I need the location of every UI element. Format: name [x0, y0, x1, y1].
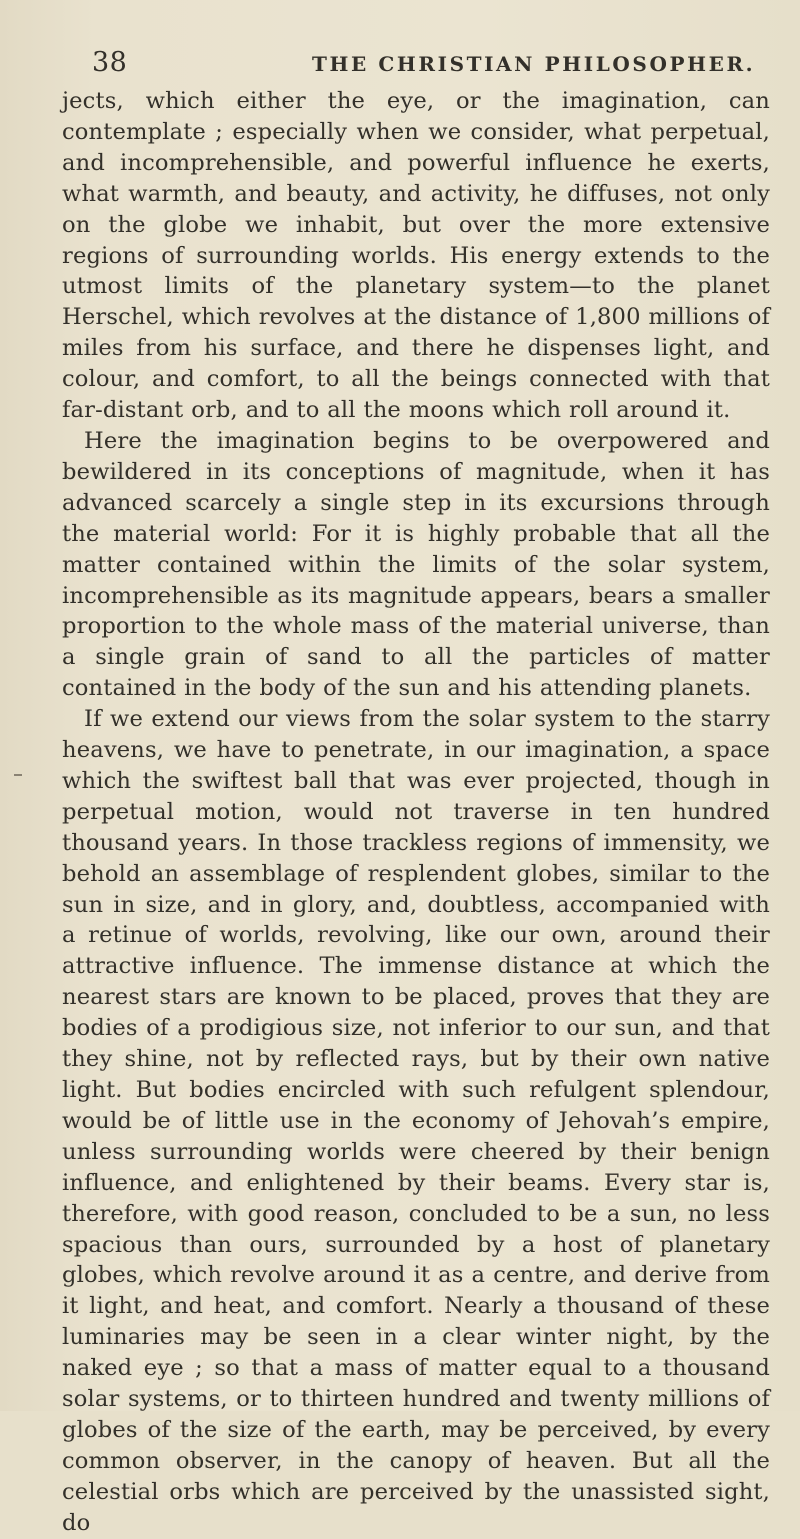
paragraph-3: If we extend our views from the solar system to the starry heavens, we have to penetrate, in our imagination, a space which the swiftest ball that was ever projected, though in perpetual motion, would not traverse in ten hundred thousand years. In those trackless regions of immensity, we behold an assemblage of resplendent globes, similar to the sun in size, and in glory, and, doubtless, accompanied with a retinue of worlds, revolving, like our own, around their attractive influence. The immense distance at which the nearest stars are known to be placed, proves that they are bodies of a prodigious size, not inferior to our sun, and that they shine, not by reflected rays, but by their own native light. But bodies encircled with such refulgent splendour, would be of little use in the economy of Jehovah’s empire, unless surrounding worlds were cheered by their benign influence, and enlightened by their beams. Every star is, therefore, with good reason, concluded to be a sun, no less spacious than ours, surrounded by a host of planetary globes, which revolve around it as a centre, and derive from it light, and heat, and comfort. Nearly a thousand of these luminaries may be seen in a clear winter night, by the naked eye ; so that a mass of matter equal to a thousand solar systems, or to thirteen hundred and twenty millions of globes of the size of the earth, may be perceived, by every common observer, in the canopy of heaven. But all the celestial orbs which are perceived by the unassisted sight, do — [62, 706, 770, 1536]
margin-mark — [14, 774, 22, 776]
paragraph-1: jects, which either the eye, or the imagination, can contemplate ; especially when we consider, what perpetual, and incomprehensible, and powerful influence he exerts, what warmth, and beauty, and activity, he diffuses, not only on the globe we inhabit, but over the more extensive regions of surrounding worlds. His energy extends to the utmost limits of the planetary system—to the planet Herschel, which revolves at the distance of 1,800 millions of miles from his surface, and there he dispenses light, and colour, and comfort, to all the beings connected with that far-distant orb, and to all the moons which roll around it. — [62, 88, 770, 424]
page-number: 38 — [92, 47, 128, 78]
running-head — [62, 48, 770, 82]
running-title: THE CHRISTIAN PHILOSOPHER. — [312, 52, 756, 76]
paragraph-2: Here the imagination begins to be overpowered and bewildered in its conceptions of magnitude, when it has advanced scarcely a single step in its excursions through the material world: For it is highly probable that all the matter contained within the limits of the solar system, incomprehensible as its magnitude appears, bears a smaller proportion to the whole mass of the material universe, than a single grain of sand to all the particles of matter contained in the body of the sun and his attending planets. — [62, 427, 770, 702]
body-text — [62, 86, 770, 1539]
